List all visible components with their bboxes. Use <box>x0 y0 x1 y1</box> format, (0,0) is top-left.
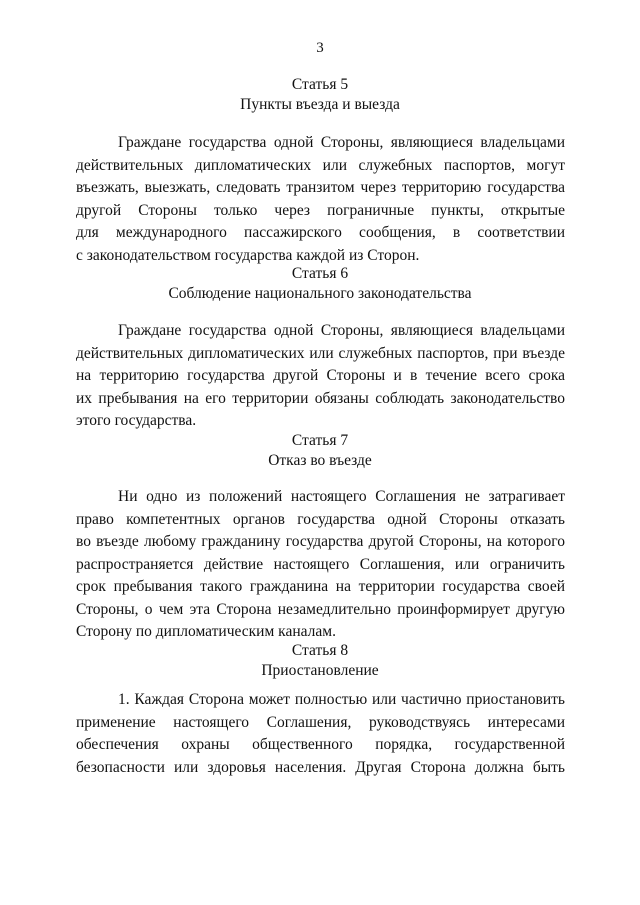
article-6-paragraph <box>76 320 565 433</box>
paragraph-line: применение настоящего Соглашения, руководствуясь интересами <box>76 713 565 731</box>
paragraph-line: 1. Каждая Сторона может полностью или частично приостановить <box>118 691 565 708</box>
paragraph-line: Ни одно из положений настоящего Соглашения не затрагивает <box>118 488 565 505</box>
article-5-title: Статья 5 <box>291 76 349 93</box>
paragraph-line: действительных дипломатических или служебных паспортов, могут <box>76 156 565 174</box>
article-7-paragraph <box>76 486 565 644</box>
paragraph-line: въезжать, выезжать, следовать транзитом через территорию государства <box>76 179 565 196</box>
paragraph-line: безопасности или здоровья населения. Другая Сторона должна быть <box>76 758 565 776</box>
article-7-heading <box>0 431 640 471</box>
paragraph-line: другой Стороны только через пограничные пункты, открытые <box>76 201 565 219</box>
paragraph-line: действительных дипломатических или служебных паспортов, при въезде <box>76 344 565 362</box>
paragraph-line: во въезде любому гражданину государства другой Стороны, на которого <box>76 533 565 550</box>
paragraph-line: этого государства. <box>76 412 197 429</box>
page-number: 3 <box>316 40 324 56</box>
article-6-title: Статья 6 <box>291 265 349 282</box>
paragraph-line: срок пребывания такого гражданина на территории государства своей <box>76 578 565 595</box>
paragraph-line: Граждане государства одной Стороны, являющиеся владельцами <box>118 322 565 339</box>
paragraph-line: на территорию государства другой Стороны и в течение всего срока <box>76 367 565 384</box>
paragraph-line: распространяется действие настоящего Соглашения, или ограничить <box>76 555 565 573</box>
paragraph-line: с законодательством государства каждой из Сторон. <box>76 246 420 264</box>
article-7-subtitle: Отказ во въезде <box>268 452 372 469</box>
paragraph-line: их пребывания на его территории обязаны соблюдать законодательство <box>76 389 565 407</box>
article-8-title: Статья 8 <box>291 642 349 659</box>
article-6-heading <box>0 264 640 304</box>
article-5-heading <box>0 75 640 115</box>
paragraph-line: Стороны, о чем эта Сторона незамедлительно проинформирует другую <box>76 600 565 618</box>
paragraph-line: для международного пассажирского сообщения, в соответствии <box>76 224 565 241</box>
paragraph-line: Сторону по дипломатическим каналам. <box>76 623 336 640</box>
article-7-title: Статья 7 <box>291 432 349 449</box>
article-6-subtitle: Соблюдение национального законодательства <box>168 285 472 302</box>
article-5-subtitle: Пункты въезда и выезда <box>240 96 400 113</box>
article-8-subtitle: Приостановление <box>261 662 379 679</box>
article-8-paragraph <box>76 689 565 779</box>
article-5-paragraph <box>76 132 565 267</box>
article-8-heading <box>0 641 640 681</box>
paragraph-line: Граждане государства одной Стороны, являющиеся владельцами <box>118 134 565 151</box>
paragraph-line: обеспечения охраны общественного порядка, государственной <box>76 736 565 753</box>
paragraph-line: право компетентных органов государства одной Стороны отказать <box>76 510 565 528</box>
